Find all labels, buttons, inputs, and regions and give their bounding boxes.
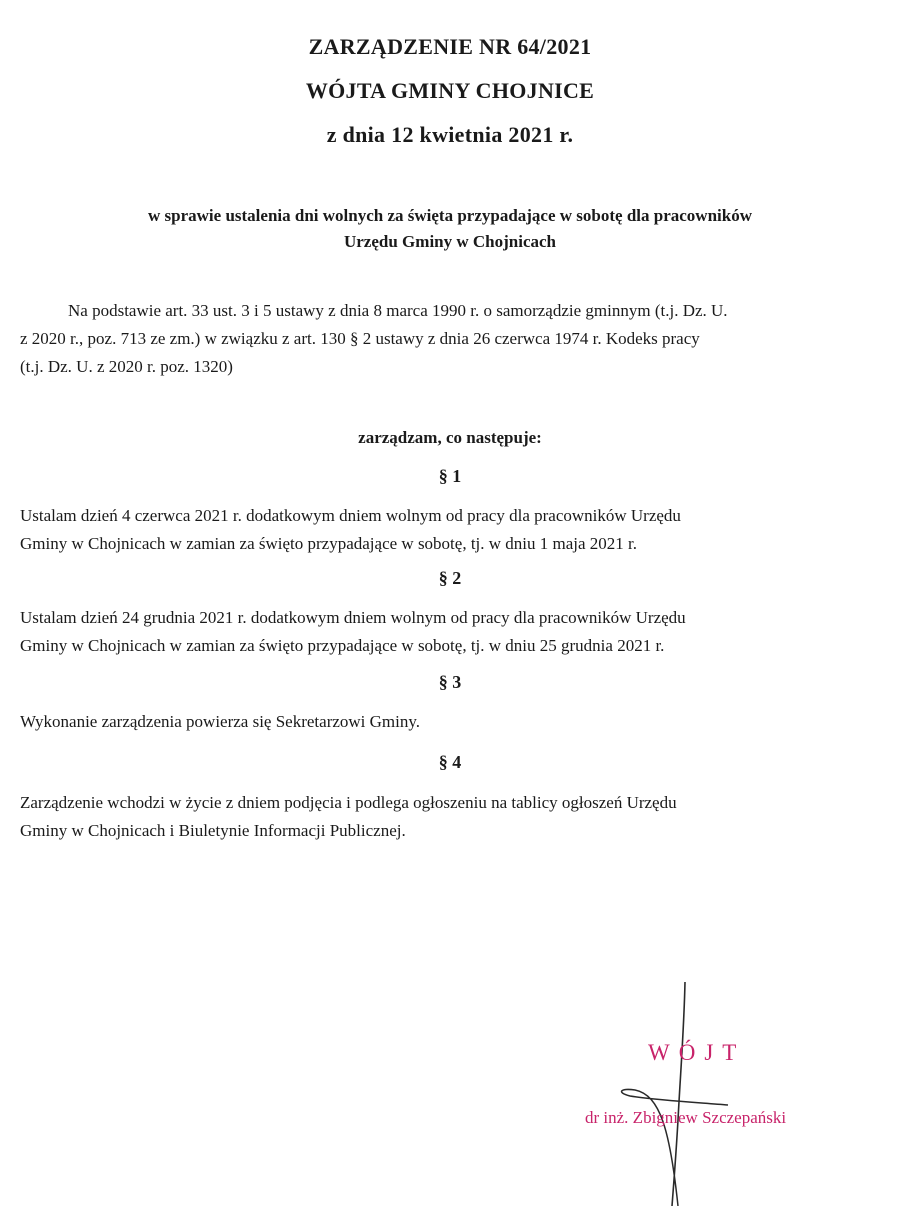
- section-1-line-2: Gminy w Chojnicach w zamian za święto przypadające w sobotę, tj. w dniu 1 maja 2021 r.: [20, 534, 638, 553]
- legal-basis-line-3: (t.j. Dz. U. z 2020 r. poz. 1320): [20, 357, 233, 376]
- subject-line-1: w sprawie ustalenia dni wolnych za święta przypadające w sobotę dla pracowników: [148, 206, 752, 225]
- issuer-title: WÓJTA GMINY CHOJNICE: [305, 78, 595, 103]
- subject-line-2: Urzędu Gminy w Chojnicach: [343, 232, 557, 251]
- section-2-line-1: Ustalam dzień 24 grudnia 2021 r. dodatkowym dniem wolnym od pracy dla pracowników Urzędu: [20, 608, 686, 627]
- section-4-text: [20, 789, 850, 845]
- legal-basis-line-1: Na podstawie art. 33 ust. 3 i 5 ustawy z dnia 8 marca 1990 r. o samorządzie gminnym (t.j. Dz. U.: [68, 301, 728, 320]
- section-1-line-1: Ustalam dzień 4 czerwca 2021 r. dodatkowym dniem wolnym od pracy dla pracowników Urzędu: [20, 506, 681, 525]
- decree-number-title: ZARZĄDZENIE NR 64/2021: [308, 34, 592, 59]
- section-2-line-2: Gminy w Chojnicach w zamian za święto przypadające w sobotę, tj. w dniu 25 grudnia 2021 r.: [20, 636, 665, 655]
- handwritten-signature: [560, 970, 860, 1206]
- decree-intro: zarządzam, co następuje:: [358, 428, 542, 447]
- section-3-line-1: Wykonanie zarządzenia powierza się Sekretarzowi Gminy.: [20, 712, 421, 731]
- section-1-mark: § 1: [438, 466, 462, 486]
- section-3-mark: § 3: [438, 672, 462, 692]
- stamp-title: WÓJT: [648, 1040, 746, 1065]
- section-1-text: [20, 502, 850, 558]
- section-2-text: [20, 604, 850, 660]
- section-4-mark: § 4: [438, 752, 462, 772]
- section-2-mark: § 2: [438, 568, 462, 588]
- section-4-line-2: Gminy w Chojnicach i Biuletynie Informacji Publicznej.: [20, 821, 406, 840]
- legal-basis: [20, 297, 850, 381]
- decree-date: z dnia 12 kwietnia 2021 r.: [326, 122, 574, 147]
- stamp-name: dr inż. Zbigniew Szczepański: [585, 1108, 787, 1127]
- section-3-text: [20, 708, 850, 736]
- legal-basis-line-2: z 2020 r., poz. 713 ze zm.) w związku z art. 130 § 2 ustawy z dnia 26 czerwca 1974 r. Kodeks pracy: [20, 329, 700, 348]
- signature-loop-stroke: [622, 1089, 728, 1206]
- section-4-line-1: Zarządzenie wchodzi w życie z dniem podjęcia i podlega ogłoszeniu na tablicy ogłoszeń Urzędu: [20, 793, 677, 812]
